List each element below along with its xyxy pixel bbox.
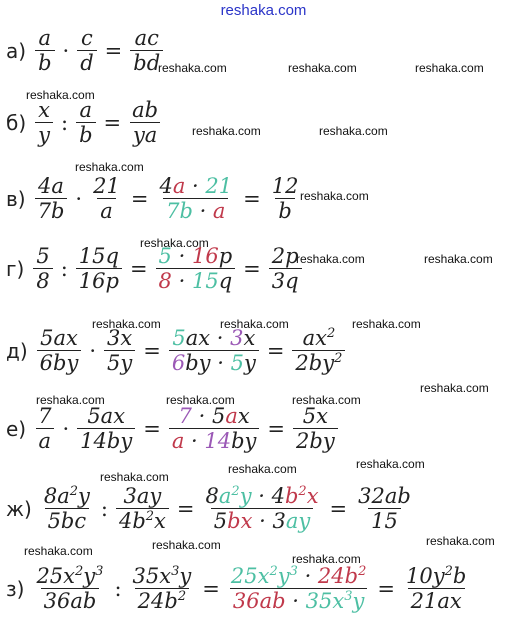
row-label: а)	[6, 38, 27, 63]
watermark: reshaka.com	[220, 317, 289, 331]
watermark: reshaka.com	[92, 317, 161, 331]
equation-zh: ж) $\frac{8a^2y}{5bc}$ : $\frac{3ay}{4b^2x}$ = $\frac{8a^2y \cdot 4b^2x}{5bx \cdot 3ay}$ = $\frac{32ab}{15}$	[6, 484, 411, 534]
watermark: reshaka.com	[158, 61, 227, 75]
watermark: reshaka.com	[319, 124, 388, 138]
row-label: з)	[6, 576, 25, 601]
watermark: reshaka.com	[426, 534, 495, 548]
watermark: reshaka.com	[166, 393, 235, 407]
watermark: reshaka.com	[296, 252, 365, 266]
watermark: reshaka.com	[352, 317, 421, 331]
equation-v: в) $\frac{4a}{7b}$ · $\frac{21}{a}$ = $\frac{4a \cdot 21}{7b \cdot a}$ = $\frac{12}{b}$	[6, 174, 299, 224]
watermark: reshaka.com	[100, 470, 169, 484]
watermark: reshaka.com	[415, 61, 484, 75]
watermark: reshaka.com	[292, 393, 361, 407]
watermark: reshaka.com	[420, 381, 489, 395]
row-label: д)	[6, 338, 28, 363]
watermark: reshaka.com	[424, 252, 493, 266]
site-header[interactable]: reshaka.com	[220, 2, 307, 19]
equation-a: а) $\frac{a}{b}$ · $\frac{c}{d}$ = $\frac{ac}{bd}$	[6, 26, 166, 75]
row-label: г)	[6, 256, 25, 281]
watermark: reshaka.com	[152, 538, 221, 552]
watermark: reshaka.com	[140, 236, 209, 250]
row-label: ж)	[6, 496, 32, 521]
watermark: reshaka.com	[292, 552, 361, 566]
equation-g: г) $\frac{5}{8}$ : $\frac{15q}{16p}$ = $\frac{5 \cdot 16p}{8 \cdot 15q}$ = $\frac{2p}{3q}$	[6, 244, 305, 293]
row-label: в)	[6, 186, 26, 211]
watermark: reshaka.com	[192, 124, 261, 138]
watermark: reshaka.com	[36, 393, 105, 407]
equation-e: е) $\frac{7}{a}$ · $\frac{5ax}{14by}$ = $\frac{7 \cdot 5ax}{a \cdot 14by}$ = $\frac{5x}{2by}$	[6, 404, 341, 453]
watermark: reshaka.com	[26, 88, 95, 102]
watermark: reshaka.com	[356, 457, 425, 471]
watermark: reshaka.com	[24, 544, 93, 558]
watermark: reshaka.com	[300, 189, 369, 203]
watermark: reshaka.com	[288, 61, 357, 75]
equation-z: з) $\frac{25x^2y^3}{36ab}$ : $\frac{35x^3y}{24b^2}$ = $\frac{25x^2y^3 \cdot 24b^2}{36ab \cdot 35x^3y}$ = $\frac{10y^2b}{21ax}$	[6, 564, 467, 614]
equation-d: д) $\frac{5ax}{6by}$ · $\frac{3x}{5y}$ = $\frac{5ax \cdot 3x}{6by \cdot 5y}$ = $\frac{ax^2}{2by^2}$	[6, 326, 348, 375]
watermark: reshaka.com	[228, 462, 297, 476]
equation-b: б) $\frac{x}{y}$ : $\frac{a}{b}$ = $\frac{ab}{ya}$	[6, 98, 164, 147]
row-label: е)	[6, 416, 27, 441]
watermark: reshaka.com	[75, 160, 144, 174]
row-label: б)	[6, 110, 27, 135]
